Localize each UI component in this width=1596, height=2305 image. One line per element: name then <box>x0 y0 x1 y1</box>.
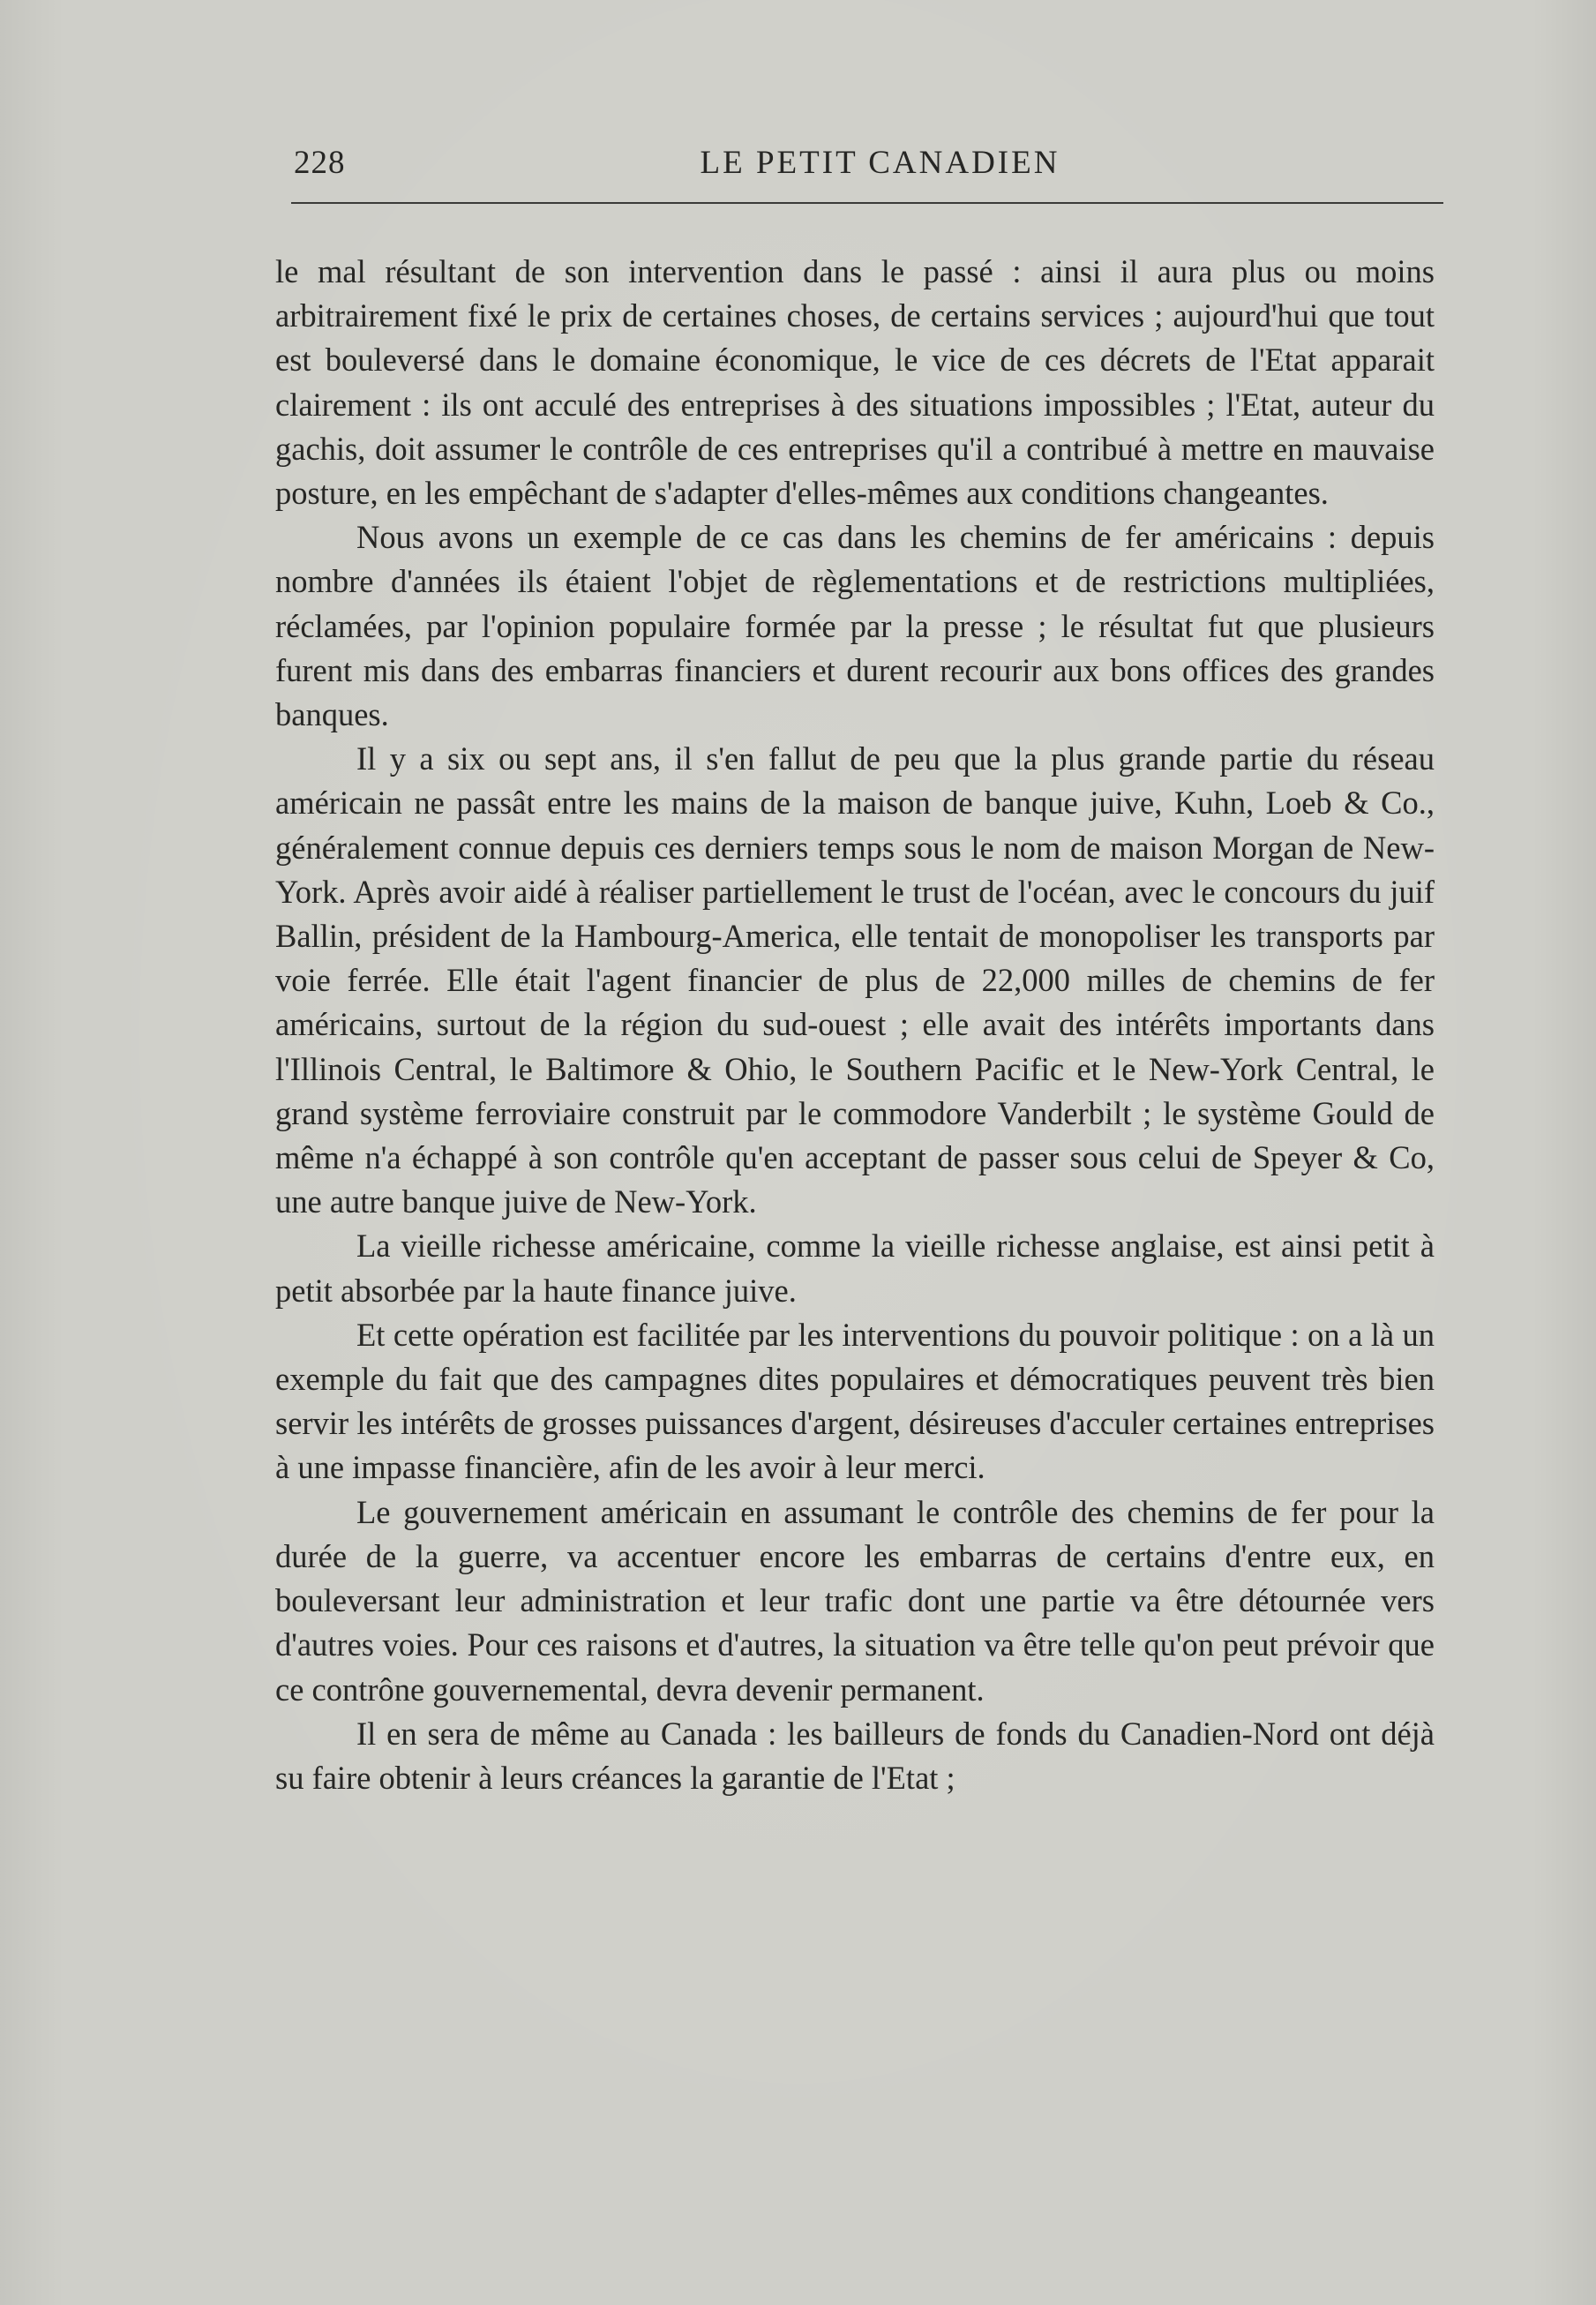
paragraph: Nous avons un exemple de ce cas dans les chemins de fer américains : depuis nombre d'années ils étaient l'objet de règlementations et de restrictions multipliées, réclamées, par l'opinion populaire formée par la presse ; le résultat fut que plusieurs furent mis dans des embarras financiers et durent recourir aux bons offices des grandes banques. <box>275 519 1435 733</box>
paragraph: Et cette opération est facilitée par les interventions du pouvoir politique : on a là un exemple du fait que des campagnes dites populaires et démocratiques peuvent très bien servir les intérêts de grosses puissances d'argent, désireuses d'acculer certaines entreprises à une impasse financière, afin de les avoir à leur merci. <box>275 1316 1435 1486</box>
paragraph: La vieille richesse américaine, comme la vieille richesse anglaise, est ainsi petit à petit absorbée par la haute finance juive. <box>275 1228 1435 1309</box>
paragraph: Il y a six ou sept ans, il s'en fallut de peu que la plus grande partie du réseau américain ne passât entre les mains de la maison de banque juive, Kuhn, Loeb & Co., généralement connue depuis ces derniers temps sous le nom de maison Morgan de New-York. Après avoir aidé à réaliser partiellement le trust de l'océan, avec le concours du juif Ballin, président de la Hambourg-America, elle tentait de monopoliser les transports par voie ferrée. Elle était l'agent financier de plus de 22,000 milles de chemins de fer américains, surtout de la région du sud-ouest ; elle avait des intérêts importants dans l'Illinois Central, le Baltimore & Ohio, le Southern Pacific et le New-York Central, le grand système ferroviaire construit par le commodore Vanderbilt ; le système Gould de même n'a échappé à son contrôle qu'en acceptant de passer sous celui de Speyer & Co, une autre banque juive de New-York. <box>275 740 1435 1220</box>
page-number: 228 <box>294 145 346 181</box>
paragraph: Le gouvernement américain en assumant le contrôle des chemins de fer pour la durée de la guerre, va accentuer encore les embarras de certains d'entre eux, en bouleversant leur administration et leur trafic dont une partie va être détournée vers d'autres voies. Pour ces raisons et d'autres, la situation va être telle qu'on peut prévoir que ce contrône gouvernemental, devra devenir permanent. <box>275 1493 1435 1708</box>
paragraph: Il en sera de même au Canada : les bailleurs de fonds du Canadien-Nord ont déjà su faire obtenir à leurs créances la garantie de l'Etat ; <box>275 1715 1435 1796</box>
header-rule <box>291 202 1443 204</box>
body-text <box>275 250 1435 1800</box>
page-header <box>294 141 1443 185</box>
paragraph: le mal résultant de son intervention dans le passé : ainsi il aura plus ou moins arbitrairement fixé le prix de certaines choses, de certains services ; aujourd'hui que tout est bouleversé dans le domaine économique, le vice de ces décrets de l'Etat apparait clairement : ils ont acculé des entreprises à des situations impossibles ; l'Etat, auteur du gachis, doit assumer le contrôle de ces entreprises qu'il a contribué à mettre en mauvaise posture, en les empêchant de s'adapter d'elles-mêmes aux conditions changeantes. <box>275 253 1435 512</box>
running-title: LE PETIT CANADIEN <box>700 145 1060 181</box>
